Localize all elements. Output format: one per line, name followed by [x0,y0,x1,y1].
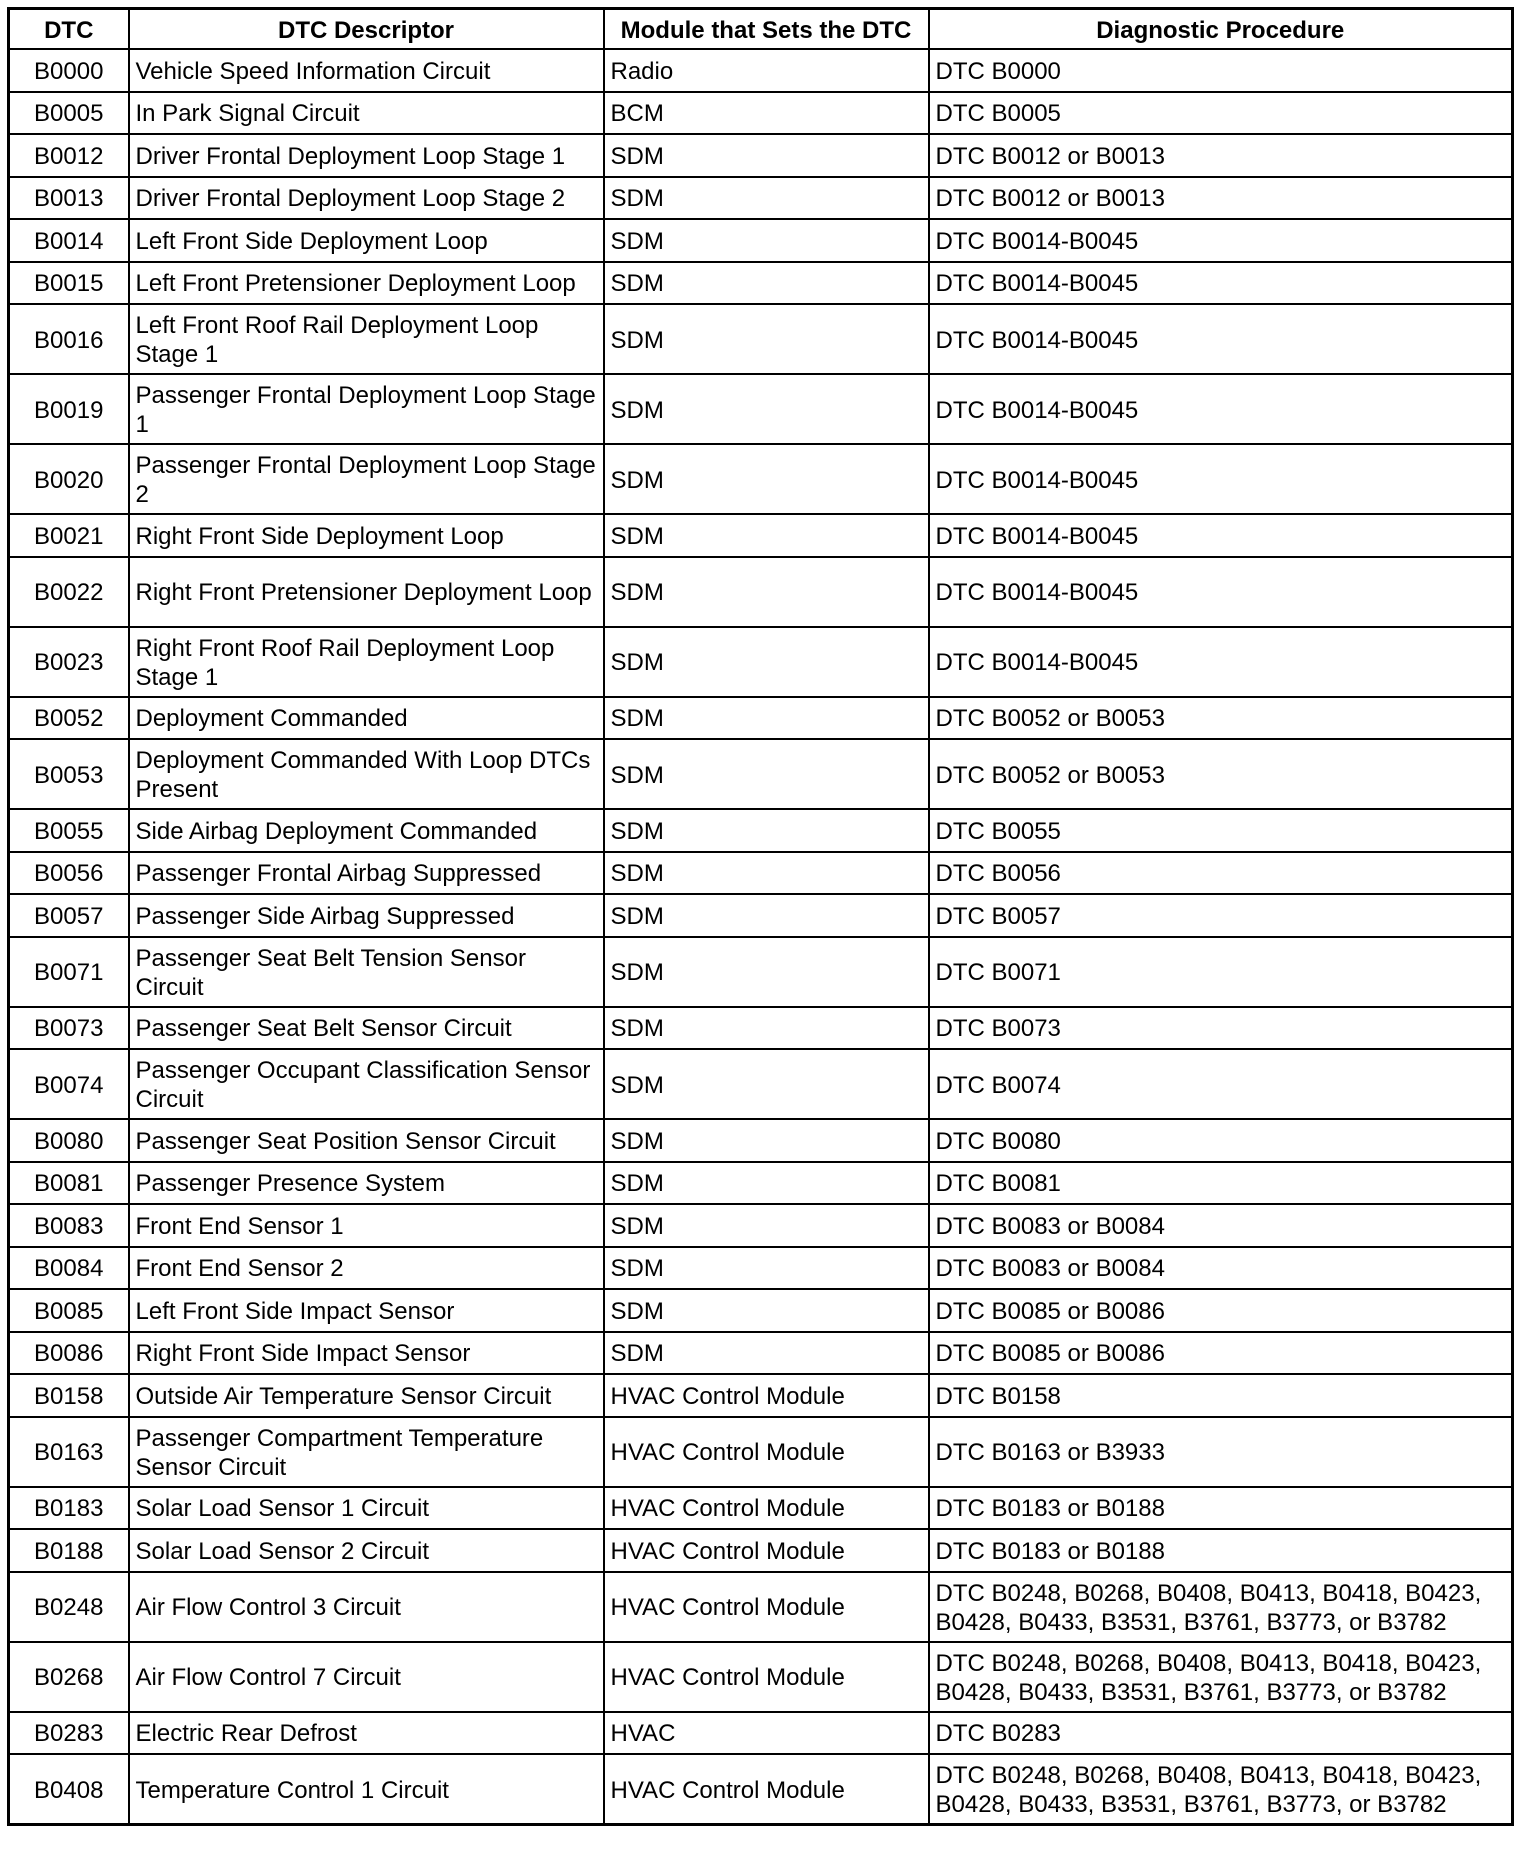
diagnostic-procedure-cell: DTC B0248, B0268, B0408, B0413, B0418, B0423, B0428, B0433, B3531, B3761, B3773, or B3782 [929,1572,1513,1642]
dtc-descriptor-cell: Passenger Presence System [129,1162,604,1205]
table-row [9,809,1513,852]
table-row [9,1049,1513,1119]
dtc-descriptor-cell: Side Airbag Deployment Commanded [129,809,604,852]
diagnostic-procedure-cell: DTC B0005 [929,92,1513,135]
diagnostic-procedure-cell: DTC B0012 or B0013 [929,134,1513,177]
module-cell: SDM [604,1162,929,1205]
dtc-descriptor-cell: Left Front Side Deployment Loop [129,219,604,262]
dtc-descriptor-cell: Left Front Side Impact Sensor [129,1289,604,1332]
dtc-descriptor-cell: Passenger Occupant Classification Sensor Circuit [129,1049,604,1119]
module-cell: SDM [604,134,929,177]
module-cell: SDM [604,809,929,852]
dtc-descriptor-cell: Electric Rear Defrost [129,1712,604,1755]
module-cell: SDM [604,1289,929,1332]
dtc-descriptor-cell: Driver Frontal Deployment Loop Stage 1 [129,134,604,177]
table-row [9,697,1513,740]
module-cell: Radio [604,49,929,92]
dtc-descriptor-cell: Right Front Side Deployment Loop [129,514,604,557]
diagnostic-procedure-cell: DTC B0000 [929,49,1513,92]
table-row [9,1162,1513,1205]
diagnostic-procedure-cell: DTC B0052 or B0053 [929,697,1513,740]
dtc-code-cell: B0083 [9,1204,129,1247]
dtc-code-cell: B0080 [9,1119,129,1162]
dtc-descriptor-cell: Passenger Frontal Deployment Loop Stage 1 [129,374,604,444]
diagnostic-procedure-cell: DTC B0014-B0045 [929,374,1513,444]
module-cell: SDM [604,697,929,740]
dtc-code-cell: B0055 [9,809,129,852]
dtc-code-cell: B0163 [9,1417,129,1487]
module-cell: HVAC Control Module [604,1374,929,1417]
dtc-descriptor-cell: Outside Air Temperature Sensor Circuit [129,1374,604,1417]
dtc-descriptor-cell: Passenger Frontal Deployment Loop Stage 2 [129,444,604,514]
module-cell: SDM [604,1332,929,1375]
dtc-descriptor-cell: Passenger Seat Belt Tension Sensor Circuit [129,937,604,1007]
dtc-code-cell: B0084 [9,1247,129,1290]
module-cell: SDM [604,1247,929,1290]
module-cell: SDM [604,1049,929,1119]
table-row [9,627,1513,697]
table-row [9,49,1513,92]
table-row [9,1572,1513,1642]
dtc-code-cell: B0086 [9,1332,129,1375]
dtc-code-cell: B0268 [9,1642,129,1712]
module-cell: SDM [604,1119,929,1162]
module-cell: HVAC Control Module [604,1487,929,1530]
diagnostic-procedure-cell: DTC B0283 [929,1712,1513,1755]
table-row [9,852,1513,895]
dtc-code-cell: B0081 [9,1162,129,1205]
table-header [9,9,1513,50]
diagnostic-procedure-cell: DTC B0081 [929,1162,1513,1205]
diagnostic-procedure-cell: DTC B0073 [929,1007,1513,1050]
table-row [9,1417,1513,1487]
dtc-code-cell: B0015 [9,262,129,305]
dtc-descriptor-cell: Solar Load Sensor 1 Circuit [129,1487,604,1530]
dtc-descriptor-cell: Driver Frontal Deployment Loop Stage 2 [129,177,604,220]
diagnostic-procedure-cell: DTC B0080 [929,1119,1513,1162]
dtc-descriptor-cell: Passenger Compartment Temperature Sensor Circuit [129,1417,604,1487]
dtc-code-cell: B0408 [9,1754,129,1825]
module-cell: HVAC [604,1712,929,1755]
table-body [9,49,1513,1825]
dtc-code-cell: B0022 [9,557,129,627]
module-cell: BCM [604,92,929,135]
dtc-descriptor-cell: Passenger Side Airbag Suppressed [129,894,604,937]
table-row [9,1642,1513,1712]
dtc-code-cell: B0020 [9,444,129,514]
module-cell: SDM [604,262,929,305]
dtc-descriptor-cell: Solar Load Sensor 2 Circuit [129,1529,604,1572]
diagnostic-procedure-cell: DTC B0163 or B3933 [929,1417,1513,1487]
table-row [9,1119,1513,1162]
module-cell: SDM [604,1007,929,1050]
diagnostic-procedure-cell: DTC B0083 or B0084 [929,1204,1513,1247]
table-row [9,557,1513,627]
dtc-code-cell: B0013 [9,177,129,220]
module-cell: HVAC Control Module [604,1417,929,1487]
diagnostic-procedure-cell: DTC B0085 or B0086 [929,1289,1513,1332]
dtc-code-cell: B0248 [9,1572,129,1642]
diagnostic-procedure-cell: DTC B0071 [929,937,1513,1007]
table-row [9,374,1513,444]
table-row [9,1289,1513,1332]
table-row [9,92,1513,135]
module-cell: SDM [604,557,929,627]
dtc-descriptor-cell: Passenger Seat Position Sensor Circuit [129,1119,604,1162]
dtc-descriptor-cell: Air Flow Control 7 Circuit [129,1642,604,1712]
module-cell: HVAC Control Module [604,1754,929,1825]
header-module: Module that Sets the DTC [604,9,929,50]
module-cell: SDM [604,444,929,514]
dtc-code-cell: B0000 [9,49,129,92]
dtc-code-cell: B0074 [9,1049,129,1119]
module-cell: SDM [604,937,929,1007]
diagnostic-procedure-cell: DTC B0014-B0045 [929,262,1513,305]
diagnostic-procedure-cell: DTC B0012 or B0013 [929,177,1513,220]
diagnostic-procedure-cell: DTC B0014-B0045 [929,557,1513,627]
dtc-code-cell: B0283 [9,1712,129,1755]
table-row [9,1487,1513,1530]
module-cell: SDM [604,852,929,895]
dtc-descriptor-cell: Vehicle Speed Information Circuit [129,49,604,92]
table-row [9,1529,1513,1572]
diagnostic-procedure-cell: DTC B0248, B0268, B0408, B0413, B0418, B0423, B0428, B0433, B3531, B3761, B3773, or B3782 [929,1754,1513,1825]
table-row [9,444,1513,514]
dtc-descriptor-cell: Deployment Commanded [129,697,604,740]
dtc-code-cell: B0056 [9,852,129,895]
dtc-descriptor-cell: Front End Sensor 1 [129,1204,604,1247]
table-row [9,894,1513,937]
diagnostic-procedure-cell: DTC B0014-B0045 [929,444,1513,514]
dtc-descriptor-cell: Passenger Seat Belt Sensor Circuit [129,1007,604,1050]
table-row [9,1247,1513,1290]
module-cell: SDM [604,304,929,374]
table-row [9,304,1513,374]
dtc-code-cell: B0005 [9,92,129,135]
diagnostic-procedure-cell: DTC B0248, B0268, B0408, B0413, B0418, B0423, B0428, B0433, B3531, B3761, B3773, or B3782 [929,1642,1513,1712]
dtc-descriptor-cell: Right Front Roof Rail Deployment Loop Stage 1 [129,627,604,697]
dtc-descriptor-cell: Right Front Side Impact Sensor [129,1332,604,1375]
module-cell: SDM [604,739,929,809]
dtc-code-cell: B0183 [9,1487,129,1530]
dtc-table [7,7,1514,1826]
diagnostic-procedure-cell: DTC B0056 [929,852,1513,895]
diagnostic-procedure-cell: DTC B0183 or B0188 [929,1487,1513,1530]
dtc-code-cell: B0052 [9,697,129,740]
dtc-code-cell: B0057 [9,894,129,937]
table-row [9,219,1513,262]
table-row [9,514,1513,557]
table-row [9,1204,1513,1247]
module-cell: SDM [604,374,929,444]
dtc-code-cell: B0016 [9,304,129,374]
table-row [9,262,1513,305]
dtc-descriptor-cell: Temperature Control 1 Circuit [129,1754,604,1825]
diagnostic-procedure-cell: DTC B0083 or B0084 [929,1247,1513,1290]
module-cell: SDM [604,177,929,220]
diagnostic-procedure-cell: DTC B0052 or B0053 [929,739,1513,809]
table-row [9,1332,1513,1375]
diagnostic-procedure-cell: DTC B0183 or B0188 [929,1529,1513,1572]
dtc-code-cell: B0158 [9,1374,129,1417]
module-cell: SDM [604,514,929,557]
diagnostic-procedure-cell: DTC B0014-B0045 [929,304,1513,374]
diagnostic-procedure-cell: DTC B0014-B0045 [929,219,1513,262]
dtc-code-cell: B0014 [9,219,129,262]
dtc-code-cell: B0073 [9,1007,129,1050]
diagnostic-procedure-cell: DTC B0158 [929,1374,1513,1417]
table-row [9,937,1513,1007]
dtc-descriptor-cell: Left Front Pretensioner Deployment Loop [129,262,604,305]
dtc-code-cell: B0053 [9,739,129,809]
module-cell: SDM [604,219,929,262]
dtc-descriptor-cell: Deployment Commanded With Loop DTCs Present [129,739,604,809]
dtc-descriptor-cell: Left Front Roof Rail Deployment Loop Stage 1 [129,304,604,374]
dtc-code-cell: B0021 [9,514,129,557]
dtc-descriptor-cell: Air Flow Control 3 Circuit [129,1572,604,1642]
table-row [9,134,1513,177]
table-row [9,177,1513,220]
table-row [9,1712,1513,1755]
dtc-descriptor-cell: In Park Signal Circuit [129,92,604,135]
diagnostic-procedure-cell: DTC B0055 [929,809,1513,852]
table-row [9,1374,1513,1417]
header-dtc: DTC [9,9,129,50]
diagnostic-procedure-cell: DTC B0014-B0045 [929,627,1513,697]
header-row [9,9,1513,50]
dtc-code-cell: B0071 [9,937,129,1007]
module-cell: SDM [604,894,929,937]
module-cell: SDM [604,627,929,697]
dtc-code-cell: B0188 [9,1529,129,1572]
module-cell: HVAC Control Module [604,1572,929,1642]
module-cell: SDM [604,1204,929,1247]
table-row [9,1007,1513,1050]
diagnostic-procedure-cell: DTC B0085 or B0086 [929,1332,1513,1375]
dtc-code-cell: B0085 [9,1289,129,1332]
module-cell: HVAC Control Module [604,1529,929,1572]
header-descriptor: DTC Descriptor [129,9,604,50]
diagnostic-procedure-cell: DTC B0014-B0045 [929,514,1513,557]
dtc-descriptor-cell: Passenger Frontal Airbag Suppressed [129,852,604,895]
dtc-code-cell: B0019 [9,374,129,444]
diagnostic-procedure-cell: DTC B0074 [929,1049,1513,1119]
table-row [9,739,1513,809]
table-row [9,1754,1513,1825]
dtc-descriptor-cell: Front End Sensor 2 [129,1247,604,1290]
module-cell: HVAC Control Module [604,1642,929,1712]
dtc-descriptor-cell: Right Front Pretensioner Deployment Loop [129,557,604,627]
dtc-code-cell: B0023 [9,627,129,697]
diagnostic-procedure-cell: DTC B0057 [929,894,1513,937]
dtc-code-cell: B0012 [9,134,129,177]
header-procedure: Diagnostic Procedure [929,9,1513,50]
